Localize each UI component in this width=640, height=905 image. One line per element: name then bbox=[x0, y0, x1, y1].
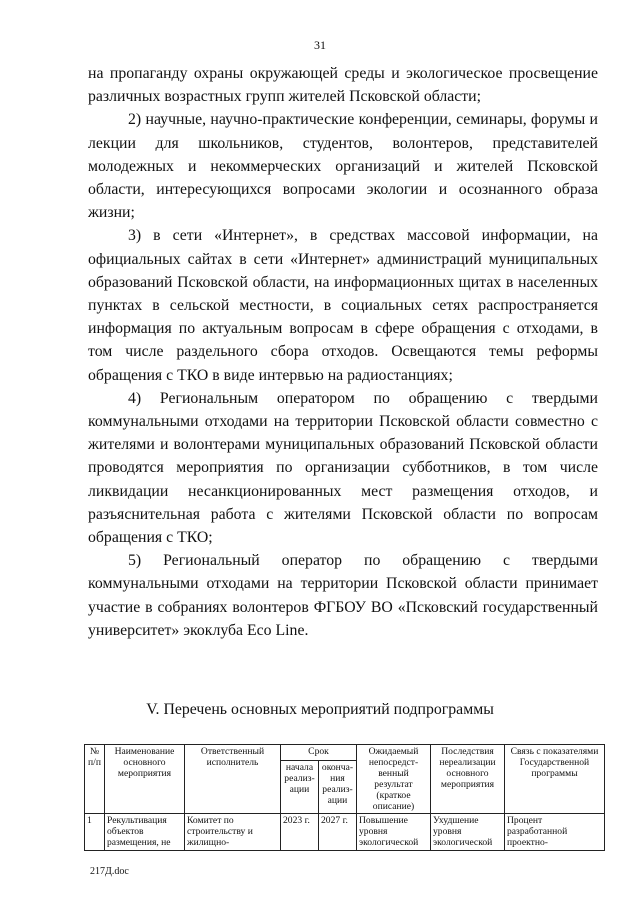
paragraph: 2) научные, научно-практические конференции, семинары, форумы и лекции для школьников, студентов, волонтеров, представителей молодежных и некоммерческих организаций и жителей Псковской области, интересующихся вопросами экологии и осознанного образа жизни; bbox=[88, 111, 598, 222]
table-row bbox=[85, 814, 605, 851]
measures-table bbox=[84, 744, 605, 851]
header-consequences: Последствия нереализации основного мероприятия bbox=[431, 745, 505, 814]
header-num: № п/п bbox=[85, 745, 105, 814]
header-executor: Ответственный исполнитель bbox=[185, 745, 281, 814]
cell-executor: Комитет по строительству и жилищно- bbox=[187, 815, 253, 848]
cell-end: 2027 г. bbox=[321, 815, 348, 826]
header-term: Срок bbox=[281, 745, 357, 761]
header-result: Ожидаемый непосредст-венный результат (краткое описание) bbox=[357, 745, 431, 814]
paragraph: 4) Региональным оператором по обращению с твердыми коммунальными отходами на территории Псковской области совместно с жителями и волонтерами муниципальных образований Псковской области проводятся мероприятия по организации субботников, в том числе ликвидации несанкционированных мест размещения отходов, и разъяснительная работа с жителями Псковской области по вопросам обращения с ТКО; bbox=[88, 389, 598, 547]
paragraph: на пропаганду охраны окружающей среды и экологическое просвещение различных возрастных групп жителей Псковской области; bbox=[88, 65, 598, 106]
cell-link: Процент разработанной проектно- bbox=[507, 815, 568, 848]
paragraph: 5) Региональный оператор по обращению с твердыми коммунальными отходами на территории Псковской области принимает участие в собраниях волонтеров ФГБОУ ВО «Псковский государственный университет» экоклуба Eco Line. bbox=[88, 552, 598, 639]
cell-consequences: Ухудшение уровня экологической bbox=[433, 815, 493, 848]
header-name: Наименование основного мероприятия bbox=[105, 745, 185, 814]
footer-filename: 217Д.doc bbox=[90, 866, 129, 877]
cell-result: Повышение уровня экологической bbox=[359, 815, 419, 848]
cell-name: Рекультивация объектов размещения, не bbox=[107, 815, 171, 848]
body-text bbox=[88, 62, 598, 642]
cell-num: 1 bbox=[87, 815, 92, 826]
header-term-end: оконча-ния реализ-ации bbox=[319, 760, 357, 813]
header-term-start: начала реализ-ации bbox=[281, 760, 319, 813]
header-link: Связь с показателями Государственной программы bbox=[505, 745, 605, 814]
paragraph: 3) в сети «Интернет», в средствах массовой информации, на официальных сайтах в сети «Интернет» администраций муниципальных образований Псковской области, на информационных щитах в населенных пунктах в сельской местности, в социальных сетях распространяется информация по актуальным вопросам в сфере обращения с отходами, в том числе раздельного сбора отходов. Освещаются темы реформы обращения с ТКО в виде интервью на радиостанциях; bbox=[88, 227, 598, 384]
section-title: V. Перечень основных мероприятий подпрограммы bbox=[146, 701, 494, 718]
page-number: 31 bbox=[314, 38, 326, 52]
cell-start: 2023 г. bbox=[283, 815, 310, 826]
